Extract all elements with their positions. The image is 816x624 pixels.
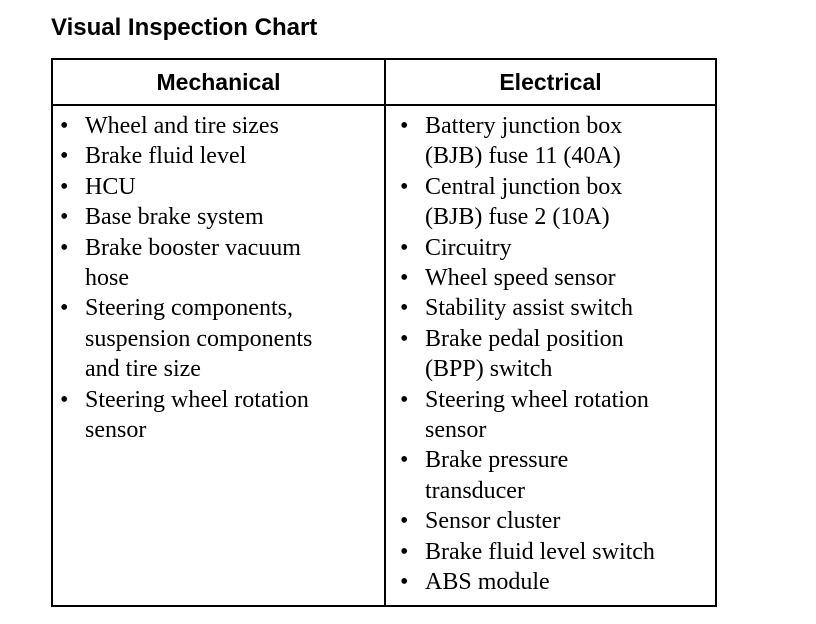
- inspection-table: [51, 58, 717, 607]
- list-item: • Brake fluid level: [85, 141, 381, 171]
- header-electrical: Electrical: [499, 69, 602, 95]
- list-item: • Battery junction box (BJB) fuse 11 (40A): [425, 111, 717, 172]
- list-item: • Brake booster vacuum hose: [85, 233, 381, 294]
- list-item: • ABS module: [425, 567, 717, 597]
- chart-title: Visual Inspection Chart: [51, 14, 318, 41]
- list-item: • Stability assist switch: [425, 293, 717, 323]
- list-item: • Brake pedal position (BPP) switch: [425, 324, 717, 385]
- list-item: • Circuitry: [425, 233, 717, 263]
- column-divider: [384, 60, 386, 605]
- list-item: • Base brake system: [85, 202, 381, 232]
- list-item: • Steering components, suspension components and tire size: [85, 293, 381, 384]
- list-item: • Steering wheel rotation sensor: [85, 385, 381, 446]
- header-mechanical: Mechanical: [156, 69, 281, 95]
- list-item: • HCU: [85, 172, 381, 202]
- list-item: • Brake pressure transducer: [425, 445, 717, 506]
- list-item: • Steering wheel rotation sensor: [425, 385, 717, 446]
- list-item: • Brake fluid level switch: [425, 537, 717, 567]
- electrical-list: [425, 111, 717, 598]
- list-item: • Sensor cluster: [425, 506, 717, 536]
- list-item: • Wheel and tire sizes: [85, 111, 381, 141]
- list-item: • Central junction box (BJB) fuse 2 (10A): [425, 172, 717, 233]
- list-item: • Wheel speed sensor: [425, 263, 717, 293]
- mechanical-list: [85, 111, 381, 445]
